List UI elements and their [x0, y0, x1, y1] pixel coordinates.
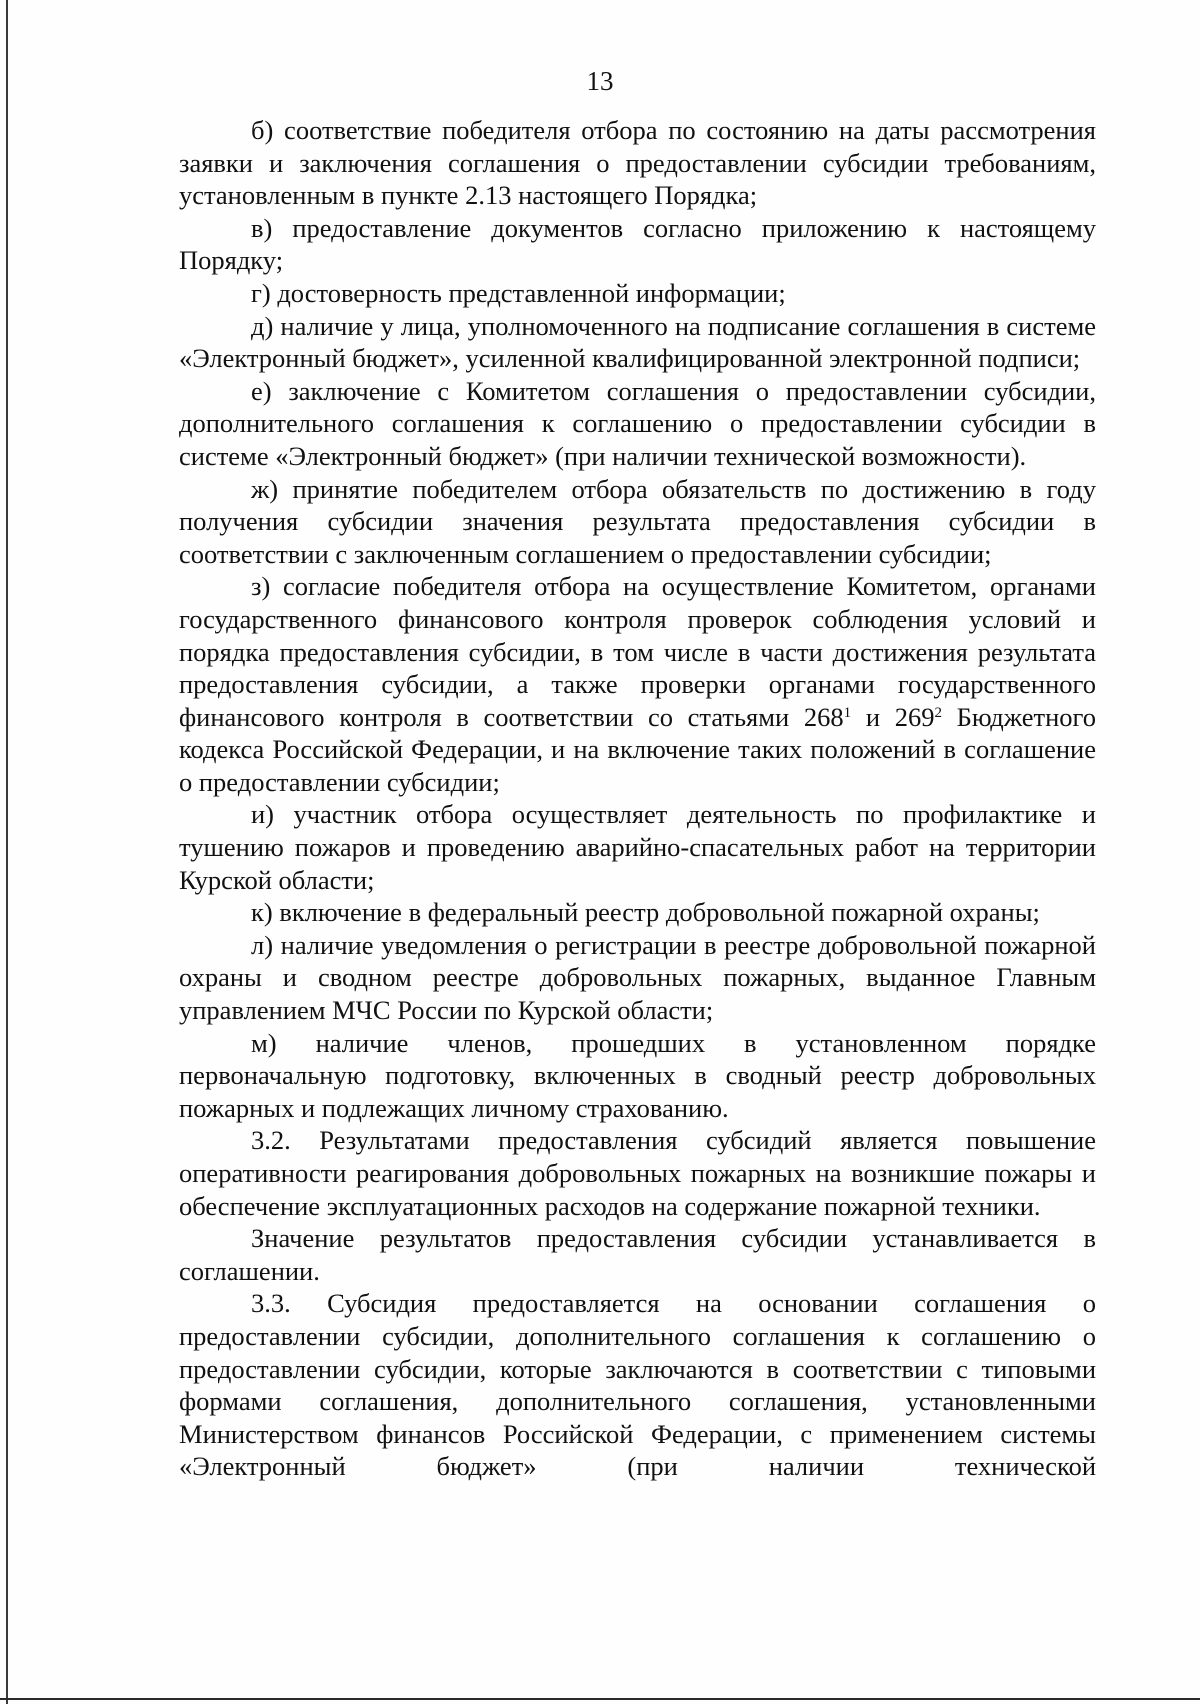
paragraph-l: л) наличие уведомления о регистрации в реестре добровольной пожарной охраны и сводном реестре добровольных пожарных, выданное Главным управлением МЧС России по Курской области; — [179, 929, 1096, 1026]
paragraph-zh: ж) принятие победителем отбора обязательств по достижению в году получения субсидии значения результата предоставления субсидии в соответствии с заключенным соглашением о предоставлении субсидии; — [179, 473, 1096, 569]
footnote-superscript-2: 2 — [934, 704, 942, 721]
paragraph-v: в) предоставление документов согласно приложению к настоящему Порядку; — [179, 212, 1096, 276]
document-body — [179, 114, 1096, 1483]
scan-left-edge — [6, 0, 8, 1704]
paragraph-3-2: 3.2. Результатами предоставления субсидий является повышение оперативности реагирования добровольных пожарных на возникшие пожары и обеспечение эксплуатационных расходов на содержание пожарной техники. — [179, 1125, 1096, 1221]
paragraph-m: м) наличие членов, прошедших в установленном порядке первоначальную подготовку, включенных в сводный реестр добровольных пожарных и подлежащих личному страхованию. — [179, 1027, 1096, 1123]
paragraph-3-3: 3.3. Субсидия предоставляется на основании соглашения о предоставлении субсидии, дополнительного соглашения к соглашению о предоставлении субсидии, которые заключаются в соответствии с типовыми формами соглашения, дополнительного соглашения, установленными Министерством финансов Российской Федерации, с применением системы «Электронный бюджет» (при наличии технической — [179, 1288, 1096, 1482]
paragraph-b: б) соответствие победителя отбора по состоянию на даты рассмотрения заявки и заключения соглашения о предоставлении субсидии требованиям, установленным в пункте 2.13 настоящего Порядка; — [179, 115, 1096, 211]
paragraph-i: и) участник отбора осуществляет деятельность по профилактике и тушению пожаров и проведению аварийно-спасательных работ на территории Курской области; — [179, 799, 1096, 895]
paragraph-z-text-2: и 269 — [851, 701, 935, 732]
paragraph-g: г) достоверность представленной информации; — [251, 277, 786, 308]
scan-bottom-edge — [0, 1698, 1200, 1700]
paragraph-e: е) заключение с Комитетом соглашения о предоставлении субсидии, дополнительного соглашения к соглашению о предоставлении субсидии в системе «Электронный бюджет» (при наличии технической возможности). — [179, 375, 1096, 471]
footnote-superscript-1: 1 — [843, 704, 852, 721]
page-number: 13 — [586, 66, 614, 96]
paragraph-z — [179, 570, 1096, 798]
paragraph-z-text-1: з) согласие победителя отбора на осуществление Комитетом, органами государственного финансового контроля проверок соблюдения условий и порядка предоставления субсидии, в том числе в части достижения результата предоставления субсидии, а также проверки органами государственного финансового контроля в соответствии со статьями 268 — [179, 571, 1096, 732]
paragraph-z-text-3: Бюджетного кодекса Российской Федерации, и на включение таких положений в соглашение о предоставлении субсидии; — [179, 701, 1096, 797]
paragraph-d: д) наличие у лица, уполномоченного на подписание соглашения в системе «Электронный бюджет», усиленной квалифицированной электронной подписи; — [179, 310, 1096, 374]
paragraph-result-value: Значение результатов предоставления субсидии устанавливается в соглашении. — [179, 1223, 1096, 1286]
paragraph-k: к) включение в федеральный реестр добровольной пожарной охраны; — [251, 897, 1040, 928]
